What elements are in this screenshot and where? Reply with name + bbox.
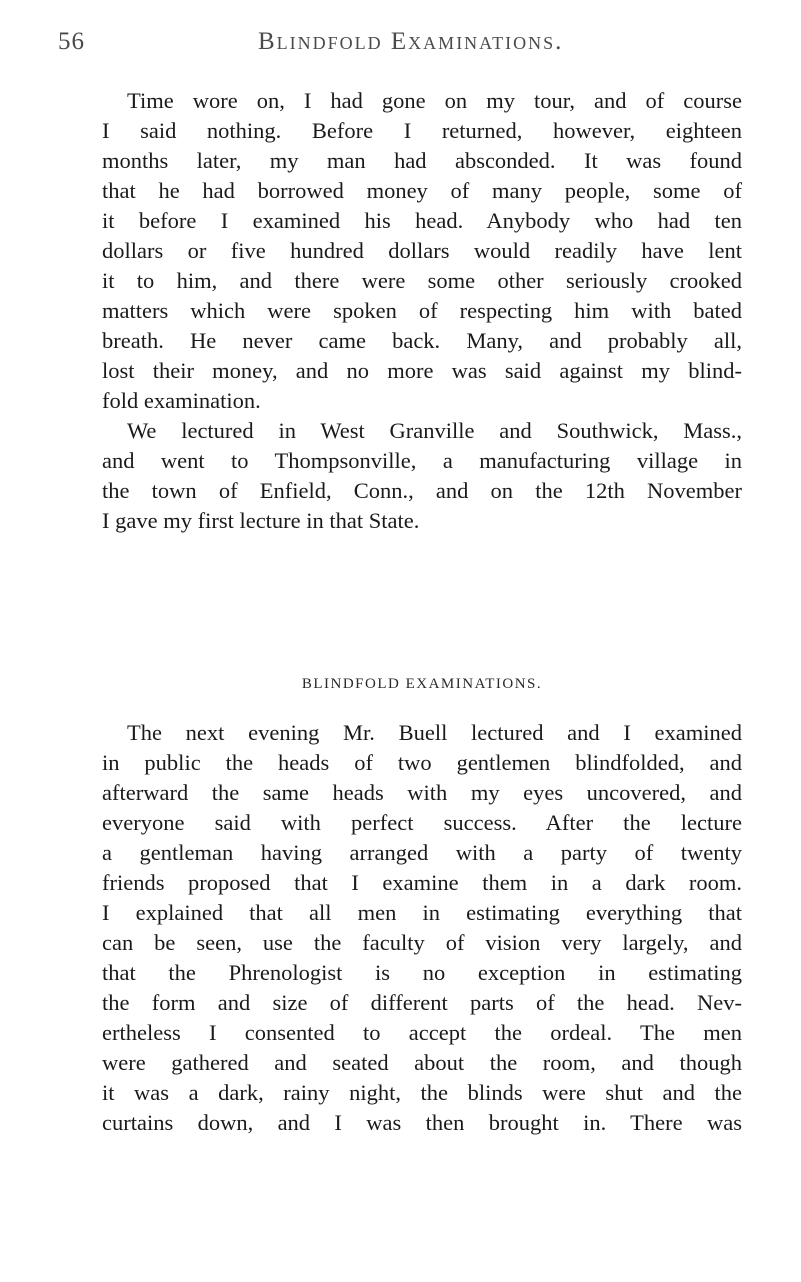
text-line: that the Phrenologist is no exception in estimating xyxy=(102,960,742,985)
text-line: were gathered and seated about the room, and though xyxy=(102,1050,742,1075)
running-title: Blindfold Examinations. xyxy=(258,28,564,55)
text-line: a gentleman having arranged with a party of twenty xyxy=(102,840,742,865)
text-line: I said nothing. Before I returned, however, eighteen xyxy=(102,118,742,143)
text-line: fold examination. xyxy=(102,388,261,413)
text-line: The next evening Mr. Buell lectured and I examined xyxy=(127,720,742,745)
text-line: months later, my man had absconded. It was found xyxy=(102,148,742,173)
text-line: curtains down, and I was then brought in. There was xyxy=(102,1110,742,1135)
text-line: in public the heads of two gentlemen blindfolded, and xyxy=(102,750,742,775)
text-line: it before I examined his head. Anybody who had ten xyxy=(102,208,742,233)
text-line: that he had borrowed money of many people, some of xyxy=(102,178,742,203)
running-head xyxy=(58,22,758,58)
text-line: dollars or five hundred dollars would readily have lent xyxy=(102,238,742,263)
text-line: and went to Thompsonville, a manufacturing village in xyxy=(102,448,742,473)
text-line: it was a dark, rainy night, the blinds were shut and the xyxy=(102,1080,742,1105)
text-line: breath. He never came back. Many, and probably all, xyxy=(102,328,742,353)
text-line: ertheless I consented to accept the ordeal. The men xyxy=(102,1020,742,1045)
text-line: it to him, and there were some other seriously crooked xyxy=(102,268,742,293)
text-line: afterward the same heads with my eyes uncovered, and xyxy=(102,780,742,805)
page-number: 56 xyxy=(58,28,85,55)
text-line: We lectured in West Granville and Southwick, Mass., xyxy=(127,418,742,443)
text-line: Time wore on, I had gone on my tour, and of course xyxy=(127,88,742,113)
section-heading: BLINDFOLD EXAMINATIONS. xyxy=(301,676,543,692)
text-line: the form and size of different parts of the head. Nev- xyxy=(102,990,742,1015)
text-line: matters which were spoken of respecting him with bated xyxy=(102,298,742,323)
text-line: the town of Enfield, Conn., and on the 12th November xyxy=(102,478,742,503)
text-line: I gave my first lecture in that State. xyxy=(102,508,420,533)
text-line: lost their money, and no more was said against my blind- xyxy=(102,358,742,383)
text-line: friends proposed that I examine them in a dark room. xyxy=(102,870,742,895)
text-line: everyone said with perfect success. After the lecture xyxy=(102,810,742,835)
text-line: I explained that all men in estimating everything that xyxy=(102,900,742,925)
text-line: can be seen, use the faculty of vision very largely, and xyxy=(102,930,742,955)
